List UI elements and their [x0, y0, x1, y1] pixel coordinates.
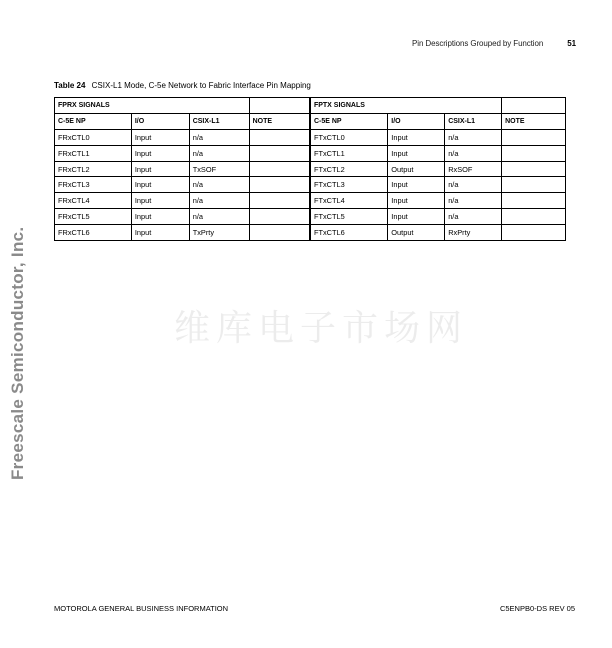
column-header: NOTE: [249, 113, 310, 129]
table-cell-tx-note: [502, 129, 566, 145]
footer-classification: MOTOROLA GENERAL BUSINESS INFORMATION: [54, 604, 229, 613]
table-cell-tx-note: [502, 161, 566, 177]
table-cell-tx-csix: n/a: [445, 177, 502, 193]
table-cell-rx-pin: FRxCTL0: [55, 129, 132, 145]
table-cell-tx-io: Input: [388, 177, 445, 193]
table-cell-rx-pin: FRxCTL5: [55, 209, 132, 225]
table-cell-tx-io: Output: [388, 161, 445, 177]
table-cell-rx-pin: FRxCTL3: [55, 177, 132, 193]
fptx-group-spacer: [502, 98, 566, 114]
column-header: I/O: [131, 113, 189, 129]
table-cell-tx-note: [502, 193, 566, 209]
table-cell-tx-io: Input: [388, 129, 445, 145]
table-cell-tx-io: Input: [388, 145, 445, 161]
table-cell-tx-pin: FTxCTL2: [310, 161, 388, 177]
table-cell-rx-note: [249, 161, 310, 177]
table-caption-text: CSIX-L1 Mode, C-5e Network to Fabric Interface Pin Mapping: [91, 81, 311, 90]
section-title: Pin Descriptions Grouped by Function: [412, 39, 544, 48]
table-row: [55, 177, 566, 193]
table-cell-tx-note: [502, 177, 566, 193]
table-row: [55, 209, 566, 225]
column-header: CSIX-L1: [189, 113, 249, 129]
table-caption-number: Table 24: [54, 81, 86, 90]
table-cell-rx-io: Input: [131, 145, 189, 161]
side-watermark: Freescale Semiconductor, Inc.: [8, 226, 27, 480]
table-cell-tx-io: Input: [388, 193, 445, 209]
table-cell-rx-note: [249, 225, 310, 241]
table-cell-tx-pin: FTxCTL4: [310, 193, 388, 209]
table-cell-rx-pin: FRxCTL4: [55, 193, 132, 209]
table-cell-tx-pin: FTxCTL5: [310, 209, 388, 225]
table-cell-tx-pin: FTxCTL1: [310, 145, 388, 161]
table-cell-tx-note: [502, 209, 566, 225]
table-cell-rx-note: [249, 209, 310, 225]
column-header: C-5E NP: [55, 113, 132, 129]
table-cell-tx-io: Output: [388, 225, 445, 241]
table-cell-rx-csix: TxPrty: [189, 225, 249, 241]
table-group-row: [55, 98, 566, 114]
table-cell-rx-io: Input: [131, 177, 189, 193]
table-cell-rx-note: [249, 145, 310, 161]
table-row: [55, 193, 566, 209]
table-cell-tx-csix: RxSOF: [445, 161, 502, 177]
fprx-group-spacer: [249, 98, 310, 114]
table-cell-tx-csix: n/a: [445, 193, 502, 209]
pin-mapping-table: [54, 97, 566, 241]
table-row: [55, 129, 566, 145]
page-number: 51: [567, 39, 576, 48]
table-cell-rx-io: Input: [131, 193, 189, 209]
table-cell-rx-csix: n/a: [189, 193, 249, 209]
table-cell-rx-pin: FRxCTL6: [55, 225, 132, 241]
table-cell-tx-pin: FTxCTL0: [310, 129, 388, 145]
table-cell-tx-io: Input: [388, 209, 445, 225]
table-cell-tx-csix: n/a: [445, 209, 502, 225]
table-cell-rx-csix: n/a: [189, 177, 249, 193]
table-cell-rx-csix: n/a: [189, 129, 249, 145]
table-cell-rx-io: Input: [131, 161, 189, 177]
table-cell-rx-pin: FRxCTL2: [55, 161, 132, 177]
fptx-group-header: FPTX SIGNALS: [310, 98, 502, 114]
table-cell-rx-note: [249, 177, 310, 193]
table-cell-rx-note: [249, 129, 310, 145]
table-row: [55, 145, 566, 161]
table-cell-rx-csix: n/a: [189, 145, 249, 161]
table-caption: [54, 81, 311, 90]
column-header: CSIX-L1: [445, 113, 502, 129]
table-cell-rx-csix: n/a: [189, 209, 249, 225]
table-cell-rx-io: Input: [131, 209, 189, 225]
table-cell-rx-csix: TxSOF: [189, 161, 249, 177]
table-row: [55, 225, 566, 241]
table-cell-tx-csix: RxPrty: [445, 225, 502, 241]
column-header: I/O: [388, 113, 445, 129]
table-cell-rx-io: Input: [131, 225, 189, 241]
center-watermark: 维库电子市场网: [174, 308, 469, 349]
column-header: NOTE: [502, 113, 566, 129]
table-cell-tx-note: [502, 145, 566, 161]
footer-doc-id: C5ENPB0-DS REV 05: [499, 604, 575, 613]
table-cell-tx-csix: n/a: [445, 129, 502, 145]
table-cell-rx-io: Input: [131, 129, 189, 145]
fprx-group-header: FPRX SIGNALS: [55, 98, 250, 114]
table-cell-tx-pin: FTxCTL6: [310, 225, 388, 241]
table-cell-rx-note: [249, 193, 310, 209]
table-row: [55, 161, 566, 177]
table-cell-rx-pin: FRxCTL1: [55, 145, 132, 161]
table-cell-tx-note: [502, 225, 566, 241]
column-header: C-5E NP: [310, 113, 388, 129]
page-header: [412, 39, 576, 48]
table-column-header-row: [55, 113, 566, 129]
table-cell-tx-pin: FTxCTL3: [310, 177, 388, 193]
table-cell-tx-csix: n/a: [445, 145, 502, 161]
